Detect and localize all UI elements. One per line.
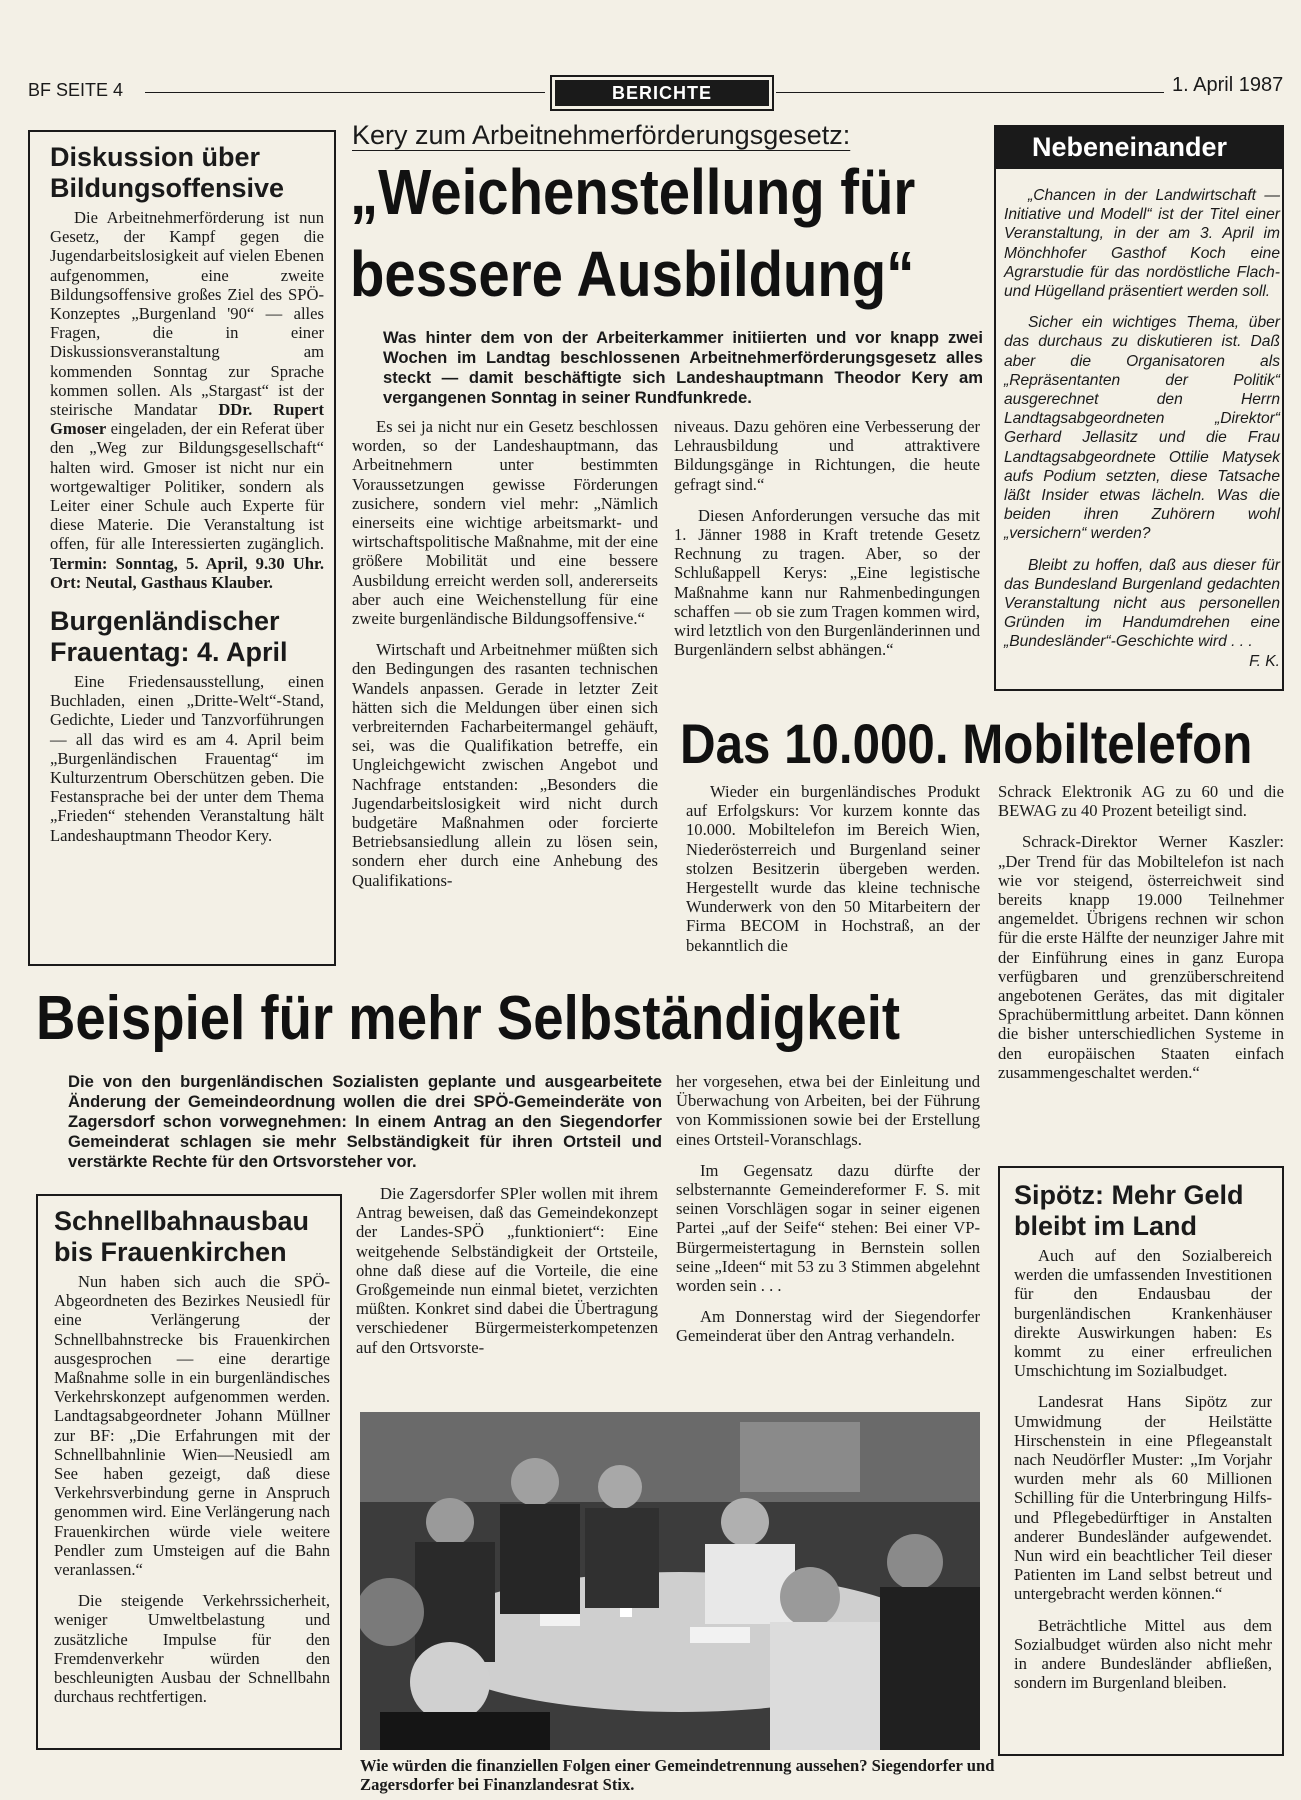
sipoetz-title: Sipötz: Mehr Geld bleibt im Land bbox=[1014, 1180, 1244, 1241]
selbstaendigkeit-col-right-p2: Im Gegensatz dazu dürfte der selbsternannte Gemeindereformer F. S. mit seinen Vorschlägen sogar in seiner eigenen Partei „auf der Seife“ stehen: Bei einer VP-Bürgermeistertagung in Bernstein sollen seine „Ideen“ mit 53 zu 3 Stimmen abgelehnt worden sein . . . bbox=[676, 1160, 980, 1296]
kery-col2-p2: Diesen Anforderungen versuche das mit 1. Jänner 1988 in Kraft tretende Gesetz Rechnung zu tragen. Aber, so der Schlußappell Kerys: „Eine legistische Maßnahme kann nur Rahmenbedingungen schaffen — ob sie zum Tragen kommen wird, wird letztlich von den Burgenländerinnen und Burgenländern selbst abhängen.“ bbox=[674, 505, 980, 660]
schnellbahn-p1: Nun haben sich auch die SPÖ-Abgeordneten des Bezirkes Neusiedl für eine Verlängerung der Schnellbahnstrecke bis Frauenkirchen ausgesprochen — eine derartige Maßnahme solle in ein burgenländisches Verkehrskonzept aufgenommen werden. Landtagsabgeordneter Johann Müllner zur BF: „Die Erfahrungen mit der Schnellbahnlinie Wien—Neusiedl am See haben gezeigt, daß diese Verkehrsverbindung gerne in Anspruch genommen wird. Eine Verlängerung nach Frauenkirchen würde viele weitere Pendler zum Umsteigen auf die Bahn veranlassen.“ bbox=[54, 1272, 330, 1580]
mobiltelefon-col2-p2: Schrack-Direktor Werner Kaszler: „Der Trend für das Mobiltelefon ist nach wie vor steigend, österreichweit sind bereits knapp 19.000 Teilnehmer angemeldet. Übrigens rechnen wir schon für die erste Hälfte der neunziger Jahre mit der Einführung eines in ganz Europa verfügbaren und grenzüberschreitend angebotenen Gerätes, das mit digitaler Sprachübermittlung arbeitet. Dann können die bisher unterschiedlichen Systeme in den europäischen Staaten einfach zusammengeschaltet werden.“ bbox=[998, 832, 1284, 1082]
nebeneinander-p1: „Chancen in der Landwirtschaft — Initiative und Modell“ ist der Titel einer Veranstaltung, in der am 3. April im Mönchhofer Gasthof Koch eine Agrarstudie für das nordöstliche Flach- und Hügelland präsentiert werden soll. bbox=[1004, 187, 1280, 301]
selbstaendigkeit-col-right-p3: Am Donnerstag wird der Siegendorfer Gemeinderat über den Antrag verhandeln. bbox=[676, 1307, 980, 1346]
schnellbahn-title: Schnellbahnausbau bis Frauenkirchen bbox=[54, 1206, 310, 1267]
kery-headline-line1: „Weichenstellung für bbox=[350, 156, 916, 228]
kery-col1-p1: Es sei ja nicht nur ein Gesetz beschlossen worden, so der Landeshauptmann, das Arbeitnehmern unter bestimmten Voraussetzungen gewisse Förderungen zusichere, sondern viel mehr: „Nämlich einerseits eine wichtige arbeitsmarkt- und wirtschaftspolitische Maßnahme, mit der eine größere Mobilität und eine bessere Ausbildung erreicht werden soll, andererseits aber auch eine Weichenstellung für eine zweite burgenländische Bildungsoffensive.“ bbox=[352, 417, 658, 629]
kery-col2 bbox=[674, 417, 980, 659]
header-rule-right bbox=[776, 92, 1164, 93]
kery-lead: Was hinter dem von der Arbeiterkammer initiierten und vor knapp zwei Wochen im Landtag beschlossenen Arbeitnehmerförderungsgesetz alles steckt — damit beschäftigte sich Landeshauptmann Theodor Kery am vergangenen Sonntag in seiner Rundfunkrede. bbox=[383, 328, 983, 407]
selbstaendigkeit-col-mid bbox=[356, 1184, 658, 1357]
kery-col2-p1: niveaus. Dazu gehören eine Verbesserung der Lehrausbildung und attraktivere Bildungsgänge in Richtungen, die heute gefragt sind.“ bbox=[674, 417, 980, 494]
nebeneinander-p2: Sicher ein wichtiges Thema, über das durchaus zu diskutieren ist. Daß aber die Organisatoren als „Repräsentanten der Politik“ ausgerechnet den Herrn Landtagsabgeordneten „Direktor“ Gerhard Jellasitz und die Frau Landtagsabgeordnete Ottilie Matysek aufs Podium setzten, diese Tatsache läßt Insider etwas lächeln. Was die beiden ihren Zuhörern wohl „versichern“ werden? bbox=[1004, 314, 1280, 543]
selbstaendigkeit-col-right bbox=[676, 1072, 980, 1346]
schnellbahn-p2: Die steigende Verkehrssicherheit, weniger Umweltbelastung und zusätzliche Impulse für den Fremdenverkehr würden den beschleunigten Ausbau der Schnellbahn durchaus rechtfertigen. bbox=[54, 1591, 330, 1707]
meeting-photo bbox=[360, 1412, 980, 1750]
nebeneinander-p3: Bleibt zu hoffen, daß aus dieser für das Bundesland Burgenland gedachten Veranstaltung nicht aus personellen Gründen im Handumdrehen eine „Bundesländer“-Geschichte wird . . . bbox=[1004, 556, 1280, 651]
page-number: BF SEITE 4 bbox=[28, 80, 124, 100]
kery-col1-p2: Wirtschaft und Arbeitnehmer müßten sich den Bedingungen des rasanten technischen Wandels anpassen. Gerade in letzter Zeit hätten sich die Meldungen über einen sich verbreiternden Facharbeitermangel gehäuft, sei, was die Qualifikation betreffe, ein Ungleichgewicht zwischen Angebot und Nachfrage entstanden: „Besonders die Jugendarbeitslosigkeit wird nicht durch budgetäre Maßnahmen oder forcierte Betriebsansiedlung allein zu lösen sein, sondern eher durch eine Anhebung des Qualifikations- bbox=[352, 640, 658, 890]
sipoetz-p2: Landesrat Hans Sipötz zur Umwidmung der Heilstätte Hirschenstein in eine Pflegeanstalt nach Neudörfler Muster: „Im Vorjahr wurden mehr als 60 Millionen Schilling für die Unterbringung Hilfs- und Pflegebedürftiger in Anstalten anderer Bundesländer aufgewendet. Nun wird ein beachtlicher Teil dieser Patienten im Land selbst betreut und untergebracht werden können.“ bbox=[1014, 1392, 1272, 1604]
kery-col1 bbox=[352, 417, 658, 890]
mobiltelefon-col2 bbox=[998, 782, 1284, 1082]
diskussion-body bbox=[50, 208, 324, 592]
section-badge: BERICHTE bbox=[550, 75, 774, 111]
box-diskussion bbox=[28, 130, 336, 966]
frauentag-body: Eine Friedensausstellung, einen Buchladen, einen „Dritte-Welt“-Stand, Gedichte, Lieder und Tanzvorführungen — all das wird es am 4. April beim „Burgenländischen Frauentag“ im Kulturzentrum Oberschützen geben. Die Festansprache bei der unter dem Thema „Frieden“ stehenden Veranstaltung hält Landeshauptmann Theodor Kery. bbox=[50, 672, 324, 845]
photo-caption: Wie würden die finanziellen Folgen einer Gemeindetrennung aussehen? Siegendorfer und Zagersdorfer bei Finanzlandesrat Stix. bbox=[360, 1756, 995, 1794]
sipoetz-p1: Auch auf den Sozialbereich werden die umfassenden Investitionen für den Endausbau der burgenländischen Krankenhäuser direkte Auswirkungen haben: Es kommt zu einer erfreulichen Umschichtung im Sozialbudget. bbox=[1014, 1246, 1272, 1381]
kery-kicker: Kery zum Arbeitnehmerförderungsgesetz: bbox=[352, 120, 851, 150]
diskussion-guest: DDr. Rupert Gmoser bbox=[50, 400, 324, 439]
mobiltelefon-headline: Das 10.000. Mobiltelefon bbox=[680, 712, 1253, 775]
frauentag-title: Burgenländischer Frauentag: 4. April bbox=[50, 606, 288, 668]
nebeneinander-body bbox=[1004, 186, 1280, 671]
meeting-photo-image bbox=[360, 1412, 980, 1750]
nebeneinander-signature: F. K. bbox=[1249, 652, 1280, 670]
selbstaendigkeit-col-right-p1: her vorgesehen, etwa bei der Einleitung und Überwachung von Arbeiten, bei der Führung von Kommissionen sowie bei der Erstellung eines Ortsteil-Voranschlags. bbox=[676, 1072, 980, 1149]
mobiltelefon-col1-p1: Wieder ein burgenländisches Produkt auf Erfolgskurs: Vor kurzem konnte das 10.000. Mobiltelefon im Bereich Wien, Niederösterreich und Burgenland seiner stolzen Besitzerin übergeben werden. Hergestellt wurde das kleine technische Wunderwerk von den 50 Mitarbeitern der Firma BECOM in Hochstraß, an der bekanntlich die bbox=[686, 782, 980, 955]
issue-date: 1. April 1987 bbox=[1172, 74, 1284, 96]
kery-headline-line2: bessere Ausbildung“ bbox=[350, 238, 915, 310]
selbstaendigkeit-col-mid-p1: Die Zagersdorfer SPler wollen mit ihrem Antrag beweisen, daß das Gemeindekonzept der Landes-SPÖ „funktioniert“: Eine weitgehende Selbständigkeit der Ortsteile, ohne daß diese auf die Vorteile, die eine Großgemeinde nun einmal bietet, verzichten müßten. Konkret sind dabei die Übertragung verschiedener Bürgermeisterkompetenzen auf den Ortsvorste- bbox=[356, 1184, 658, 1357]
mobiltelefon-col2-p1: Schrack Elektronik AG zu 60 und die BEWAG zu 40 Prozent beteiligt sind. bbox=[998, 782, 1284, 821]
header-rule-left bbox=[145, 92, 545, 93]
diskussion-text-2: eingeladen, der ein Referat über den „Weg zur Bildungsgesellschaft“ halten wird. Gmoser ist nicht nur ein wortgewaltiger Politiker, sondern als Leiter einer Schule auch Experte für diese Materie. Die Veranstaltung ist offen, für alle Interessierten zugänglich. bbox=[50, 419, 324, 554]
mobiltelefon-col1 bbox=[686, 782, 980, 955]
diskussion-title: Diskussion über Bildungsoffensive bbox=[50, 142, 285, 203]
sipoetz-p3: Beträchtliche Mittel aus dem Sozialbudget würden also nicht mehr in andere Bundesländer abfließen, sondern im Burgenland bleiben. bbox=[1014, 1615, 1272, 1693]
nebeneinander-title: Nebeneinander bbox=[994, 125, 1284, 169]
selbstaendigkeit-headline: Beispiel für mehr Selbständigkeit bbox=[36, 984, 901, 1053]
box-sipoetz bbox=[998, 1166, 1284, 1756]
diskussion-termin: Termin: Sonntag, 5. April, 9.30 Uhr. Ort: Neutal, Gasthaus Klauber. bbox=[50, 553, 324, 592]
box-schnellbahn bbox=[36, 1194, 342, 1750]
selbstaendigkeit-lead: Die von den burgenländischen Sozialisten geplante und ausgearbeitete Änderung der Gemeindeordnung wollen die drei SPÖ-Gemeinderäte von Zagersdorf schon vorwegnehmen: In einem Antrag an den Siegendorfer Gemeinderat schlagen sie mehr Selbständigkeit für ihren Ortsteil und verstärkte Rechte für den Ortsvorsteher vor. bbox=[68, 1072, 662, 1171]
diskussion-text-1: Die Arbeitnehmerförderung ist nun Gesetz, der Kampf gegen die Jugendarbeitslosigkeit auf vielen Ebenen aufgenommen, eine zweite Bildungsoffensive großes Ziel des SPÖ-Konzeptes „Burgenland '90“ — alles Fragen, die in einer Diskussionsveranstaltung am kommenden Sonntag zur Sprache kommen sollen. Als „Stargast“ ist der steirische Mandatar bbox=[50, 208, 324, 420]
